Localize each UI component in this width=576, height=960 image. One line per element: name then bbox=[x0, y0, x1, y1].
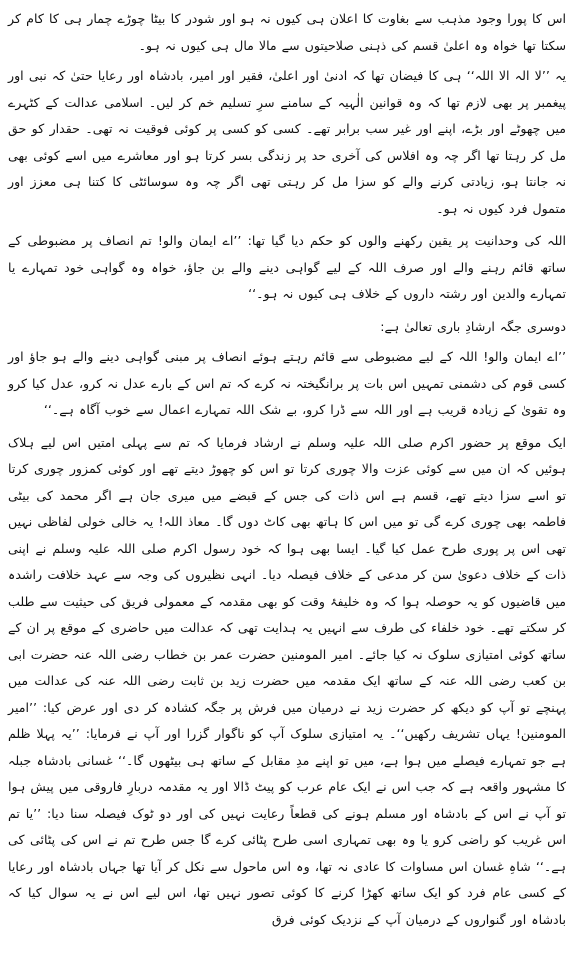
paragraph-2: یہ ’’لا الہ الا اللہ‘‘ ہی کا فیضان تھا کہ ادنیٰ اور اعلیٰ، فقیر اور امیر، بادشاہ اور رعایا حتیٰ کہ نبی اور پیغمبر پر بھی لازم تھا کہ وہ قوانین الٰہیہ کے سامنے سرِ تسلیم خم کر لیں۔ اسلامی عدالت کے کٹہرے میں چھوٹے اور بڑے، اپنے اور غیر سب برابر تھے۔ کسی کو کسی پر کوئی فوقیت نہ تھی۔ حقدار کو حق مل کر رہتا تھا اگر چہ وہ افلاس کی آخری حد پر زندگی بسر کرتا ہو اور معاشرے میں اسے کوئی بھی نہ جانتا ہو، زیادتی کرنے والے کو سزا مل کر رہتی تھی اگر چہ وہ سوسائٹی کا کتنا ہی معزز اور متمول فرد کیوں نہ ہو۔ bbox=[8, 68, 566, 216]
paragraph-4-quote-intro: دوسری جگہ ارشادِ باری تعالیٰ ہے: bbox=[380, 318, 566, 334]
paragraph-6: ایک موقع پر حضور اکرم صلی اللہ علیہ وسلم نے ارشاد فرمایا کہ تم سے پہلی امتیں اس لیے ہلاک ہوئیں کہ ان میں سے کوئی عزت والا چوری کرتا تو اس کو چھوڑ دیتے تھے اور کوئی کمزور چوری کرتا تو اسے سزا دیتے تھے، قسم ہے اس ذات کی جس کے قبضے میں میری جان ہے اگر محمد کی بیٹی فاطمہ بھی چوری کرے گی تو میں اس کا ہاتھ بھی کاٹ دوں گا۔ معاذ اللہ! یہ خالی خولی لفاظی نہیں تھی اس پر پوری طرح عمل کیا گیا۔ ایسا بھی ہوا کہ خود رسول اکرم صلی اللہ علیہ وسلم نے اپنی ذات کے خلاف دعویٰ سن کر مدعی کے خلاف فیصلہ دیا۔ انہی نظیروں کی وجہ سے عہد خلافت راشدہ میں قاضیوں کو یہ حوصلہ ہوا کہ وہ خلیفۂ وقت کو بھی مقدمہ کے معمولی فریق کی حیثیت سے طلب کر سکتے تھے۔ خود خلفاء کی طرف سے انہیں یہ ہدایت تھی کہ عدالت میں حاضری کے موقع پر ان کے ساتھ کوئی امتیازی سلوک نہ کیا جائے۔ امیر المومنین حضرت عمر بن خطاب رضی اللہ عنہ حضرت ابی بن کعب رضی اللہ عنہ کے ساتھ ایک مقدمہ میں حضرت زید بن ثابت رضی اللہ عنہ کی عدالت میں پہنچے تو آپ کو دیکھ کر حضرت زید نے درمیان میں فرش پر جگہ کشادہ کر دی اور عرض کیا: ’’امیر المومنین! یہاں تشریف رکھیں‘‘۔ یہ امتیازی سلوک آپ کو ناگوار گزرا اور آپ نے فرمایا: ’’یہ پہلا ظلم ہے جو تمہارے فیصلے میں ہوا ہے، میں تو اپنے مدِ مقابل کے ساتھ ہی بیٹھوں گا۔‘‘ غسانی بادشاہ جبلہ کا مشہور واقعہ ہے کہ جب اس نے ایک عام عرب کو پیٹ ڈالا اور یہ مقدمہ دربارِ فاروقی میں پیش ہوا تو آپ نے اس کے بادشاہ اور مسلم ہونے کی قطعاً رعایت نہیں کی اور دو ٹوک فیصلہ سنا دیا: ’’یا تم اس غریب کو راضی کرو یا وہ بھی تمہاری اسی طرح پٹائی کرے گا جس طرح تم نے اس کی پٹائی کی ہے۔‘‘ شاہِ غسان اس مساوات کا عادی نہ تھا، وہ اس ماحول سے نکل کر آیا تھا جہاں بادشاہ اور رعایا کے کسی عام فرد کو ایک ساتھ کھڑا کرنے کا کوئی تصور نہیں تھا، اس لیے اس نے یہ سوال کیا کہ بادشاہ اور گنواروں کے درمیان آپ کے نزدیک کوئی فرق bbox=[8, 434, 566, 927]
paragraph-1: اس کا پورا وجود مذہب سے بغاوت کا اعلان ہی کیوں نہ ہو اور شودر کا بیٹا چوڑے چمار ہی کا کام کر سکتا تھا خواہ وہ اعلیٰ قسم کی ذہنی صلاحیتوں سے مالا مال ہی کیوں نہ ہو۔ bbox=[8, 11, 566, 53]
paragraph-3: اللہ کی وحدانیت پر یقین رکھنے والوں کو حکم دیا گیا تھا: ’’اے ایمان والو! تم انصاف پر مضبوطی کے ساتھ قائم رہنے والے اور صرف اللہ کے لیے گواہی دینے والے بن جاؤ، خواہ وہ گواہی خود تمہارے یا تمہارے والدین اور رشتہ داروں کے خلاف ہی کیوں نہ ہو۔‘‘ bbox=[8, 233, 566, 301]
paragraph-5-quote: ’’اے ایمان والو! اللہ کے لیے مضبوطی سے قائم رہتے ہوئے انصاف پر مبنی گواہی دینے والے ہو جاؤ اور کسی قوم کی دشمنی تمہیں اس بات پر برانگیختہ نہ کرے کہ تم اس کے بارے عدل نہ کرو، عدل کیا کرو وہ تقویٰ کے زیادہ قریب ہے اور اللہ سے ڈرا کرو، بے شک اللہ تمہارے اعمال سے خوب آگاہ ہے۔‘‘ bbox=[8, 349, 566, 417]
